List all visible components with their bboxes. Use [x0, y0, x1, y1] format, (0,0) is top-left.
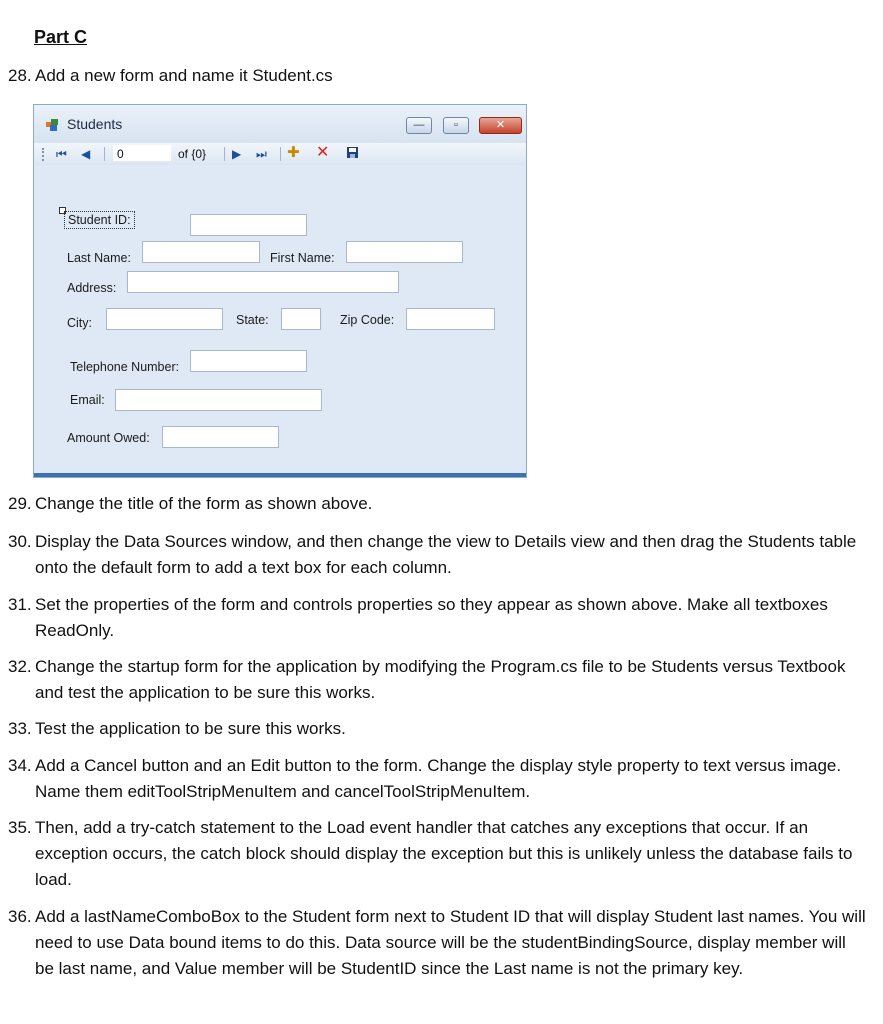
- last-name-textbox[interactable]: [142, 241, 260, 263]
- item-number: 34.: [8, 756, 32, 775]
- telephone-number-label: Telephone Number:: [70, 360, 180, 374]
- move-last-icon[interactable]: ⏭: [256, 147, 267, 161]
- move-first-icon[interactable]: ⏮: [56, 147, 67, 161]
- item-text: Test the application to be sure this works.: [35, 719, 346, 738]
- email-label: Email:: [70, 393, 105, 407]
- record-count-label: of {0}: [178, 147, 207, 161]
- instruction-36: [8, 904, 868, 982]
- instruction-29: [8, 491, 868, 517]
- move-previous-icon[interactable]: ◀: [81, 147, 91, 161]
- students-form-window: [33, 104, 527, 478]
- first-name-textbox[interactable]: [346, 241, 463, 263]
- address-textbox[interactable]: [127, 271, 399, 293]
- save-disk-icon[interactable]: [347, 147, 358, 158]
- item-number: 36.: [8, 907, 32, 926]
- student-id-label: Student ID:: [64, 211, 135, 229]
- instruction-33: [8, 716, 868, 742]
- item-text: Change the title of the form as shown above.: [35, 494, 373, 513]
- delete-icon[interactable]: ✕: [316, 144, 330, 161]
- item-text: Add a Cancel button and an Edit button to the form. Change the display style property to text versus image. Name them editToolStripMenuItem and cancelToolStripMenuItem.: [35, 756, 842, 801]
- amount-owed-label: Amount Owed:: [67, 431, 150, 445]
- instruction-30: [8, 529, 868, 581]
- instruction-35: [8, 815, 868, 893]
- form-title: Students: [67, 116, 123, 132]
- maximize-button[interactable]: ▫: [443, 117, 469, 134]
- item-number: 33.: [8, 719, 32, 738]
- toolbar-grip-icon[interactable]: [42, 148, 47, 161]
- city-label: City:: [67, 316, 92, 330]
- last-name-label: Last Name:: [67, 251, 131, 265]
- item-number: 31.: [8, 595, 32, 614]
- close-button[interactable]: ✕: [479, 117, 522, 134]
- window-bottom-border: [34, 473, 526, 477]
- part-heading: Part C: [34, 27, 88, 47]
- form-app-icon: [46, 119, 58, 131]
- item-text: Display the Data Sources window, and then change the view to Details view and then drag the Students table onto the default form to add a text box for each column.: [35, 532, 857, 577]
- item-text: Set the properties of the form and controls properties so they appear as shown above. Make all textboxes ReadOnly.: [35, 595, 828, 640]
- item-text: Then, add a try-catch statement to the Load event handler that catches any exceptions that occur. If an exception occurs, the catch block should display the exception but this is unlikely unless the database fails to load.: [35, 818, 853, 889]
- add-new-icon[interactable]: ✚: [287, 144, 300, 161]
- student-id-textbox[interactable]: [190, 214, 307, 236]
- zip-code-label: Zip Code:: [340, 313, 395, 327]
- amount-owed-textbox[interactable]: [162, 426, 279, 448]
- item-number: 35.: [8, 818, 32, 837]
- minimize-button[interactable]: —: [406, 117, 432, 134]
- item-number: 30.: [8, 532, 32, 551]
- item-text: Add a lastNameComboBox to the Student form next to Student ID that will display Student last names. You will need to use Data bound items to do this. Data source will be the studentBindingSource, display member will be last name, and Value member will be StudentID since the Last name is not the primary key.: [35, 907, 866, 978]
- binding-navigator: [34, 143, 526, 165]
- toolbar-separator: [224, 147, 225, 161]
- zip-code-textbox[interactable]: [406, 308, 495, 330]
- item-text: Change the startup form for the application by modifying the Program.cs file to be Students versus Textbook and test the application to be sure this works.: [35, 657, 846, 702]
- instruction-31: [8, 592, 868, 644]
- item-number: 29.: [8, 494, 32, 513]
- instruction-32: [8, 654, 868, 706]
- email-textbox[interactable]: [115, 389, 322, 411]
- state-textbox[interactable]: [281, 308, 321, 330]
- form-title-bar: [34, 105, 526, 143]
- toolbar-separator: [280, 147, 281, 161]
- first-name-label: First Name:: [270, 251, 335, 265]
- move-next-icon[interactable]: ▶: [232, 147, 242, 161]
- item-text: Add a new form and name it Student.cs: [35, 66, 333, 85]
- instruction-28: [8, 63, 868, 89]
- position-input[interactable]: 0: [113, 145, 171, 161]
- toolbar-separator: [104, 147, 105, 161]
- item-number: 32.: [8, 657, 32, 676]
- address-label: Address:: [67, 281, 117, 295]
- state-label: State:: [236, 313, 269, 327]
- city-textbox[interactable]: [106, 308, 223, 330]
- item-number: 28.: [8, 66, 32, 85]
- instruction-34: [8, 753, 868, 805]
- telephone-number-textbox[interactable]: [190, 350, 307, 372]
